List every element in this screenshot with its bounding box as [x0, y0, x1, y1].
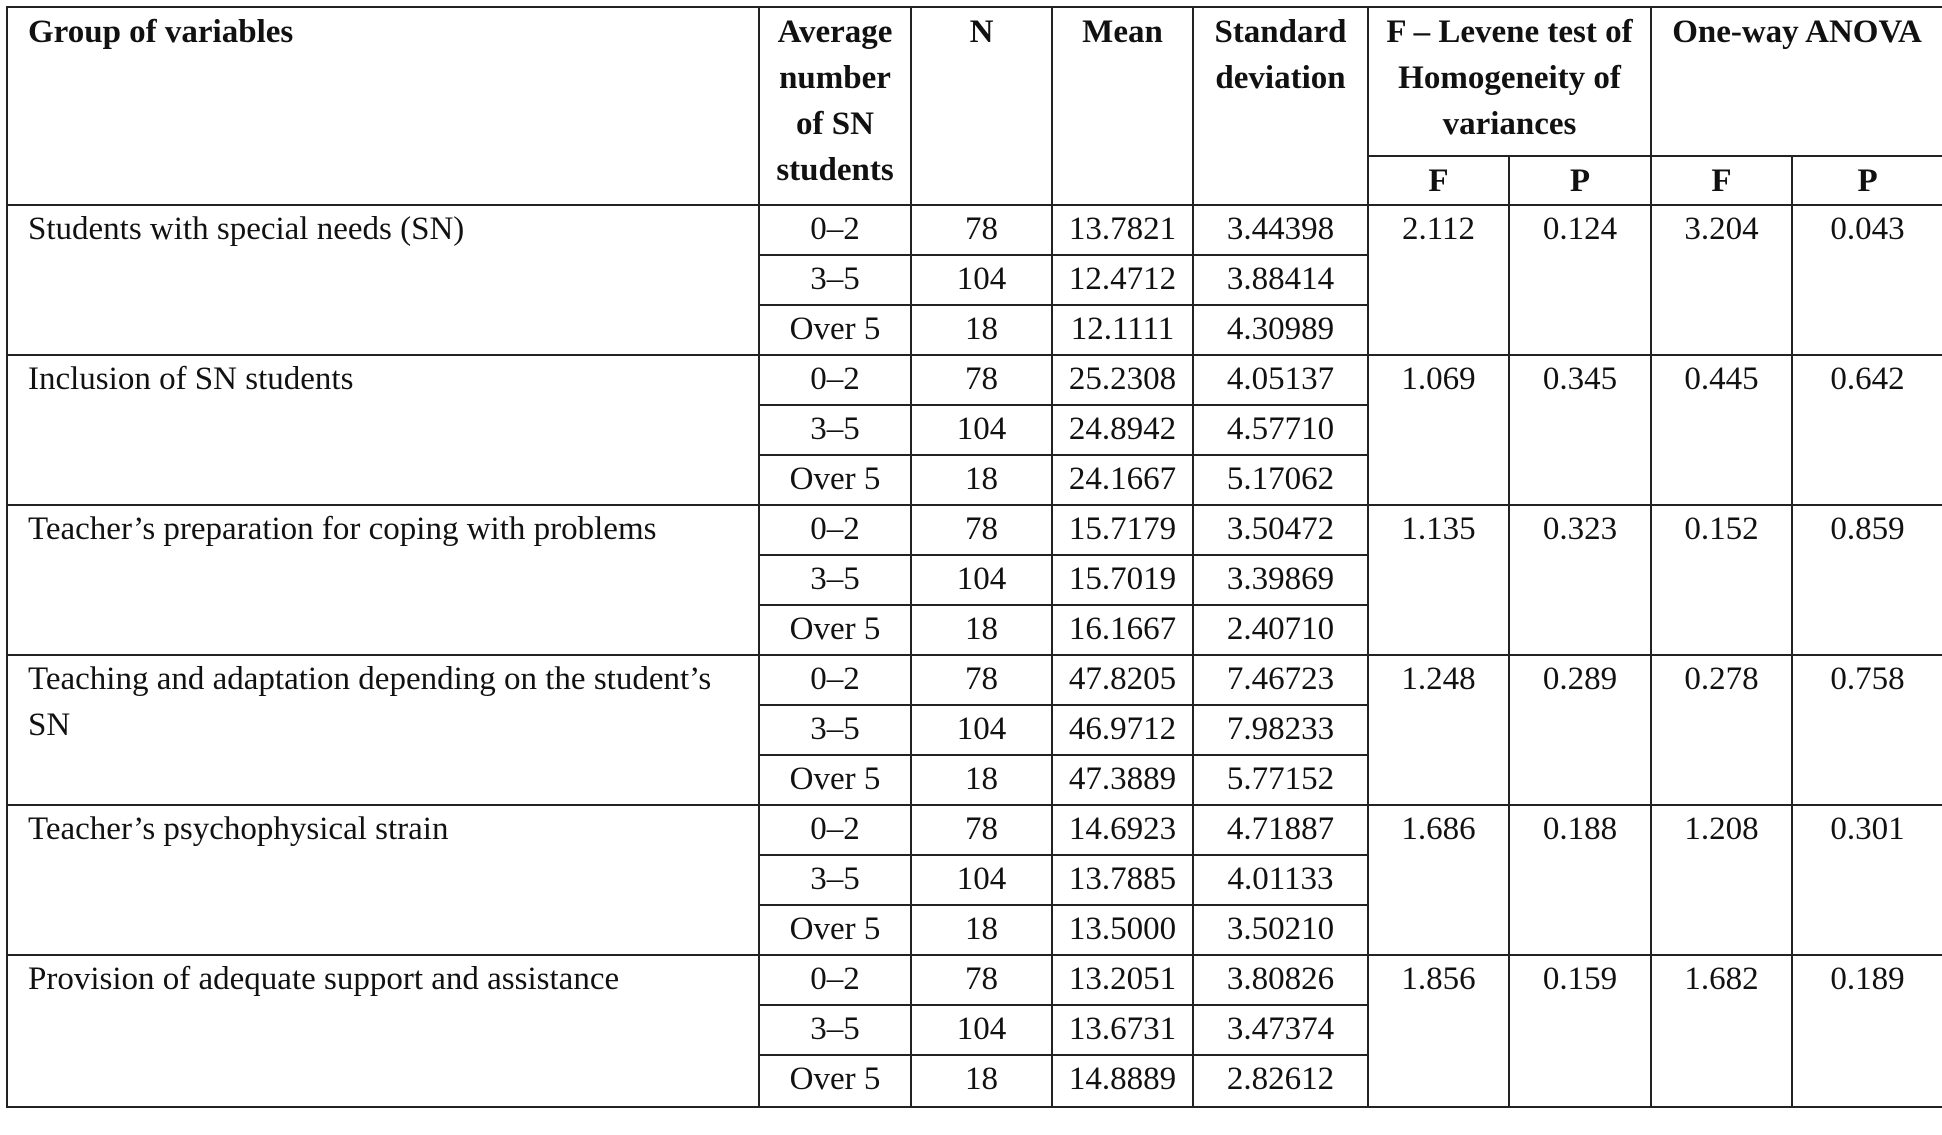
header-row-main — [7, 7, 1942, 156]
avg-number-cell: Over 5 — [759, 905, 911, 955]
levene-p-cell: 0.323 — [1509, 505, 1651, 655]
header-anova-p: P — [1792, 156, 1942, 205]
header-n: N — [911, 7, 1052, 205]
anova-f-cell: 3.204 — [1651, 205, 1792, 355]
sd-cell: 4.05137 — [1193, 355, 1368, 405]
levene-f-cell: 1.248 — [1368, 655, 1509, 805]
avg-number-cell: 3–5 — [759, 855, 911, 905]
mean-cell: 12.4712 — [1052, 255, 1193, 305]
sd-cell: 3.39869 — [1193, 555, 1368, 605]
levene-f-cell: 1.686 — [1368, 805, 1509, 955]
levene-f-cell: 2.112 — [1368, 205, 1509, 355]
group-name-cell: Teaching and adaptation depending on the student’s SN — [7, 655, 759, 805]
avg-number-cell: 0–2 — [759, 805, 911, 855]
table-row — [7, 955, 1942, 1005]
group-name-cell: Teacher’s psychophysical strain — [7, 805, 759, 955]
sd-cell: 4.57710 — [1193, 405, 1368, 455]
sd-cell: 3.44398 — [1193, 205, 1368, 255]
sd-cell: 3.88414 — [1193, 255, 1368, 305]
table-row — [7, 355, 1942, 405]
avg-number-cell: 0–2 — [759, 355, 911, 405]
mean-cell: 46.9712 — [1052, 705, 1193, 755]
n-cell: 78 — [911, 355, 1052, 405]
levene-p-cell: 0.159 — [1509, 955, 1651, 1107]
header-levene-f: F — [1368, 156, 1509, 205]
n-cell: 18 — [911, 455, 1052, 505]
mean-cell: 14.8889 — [1052, 1055, 1193, 1107]
mean-cell: 16.1667 — [1052, 605, 1193, 655]
group-name-cell: Inclusion of SN students — [7, 355, 759, 505]
avg-number-cell: 3–5 — [759, 1005, 911, 1055]
anova-p-cell: 0.189 — [1792, 955, 1942, 1107]
sd-cell: 4.71887 — [1193, 805, 1368, 855]
table-row — [7, 805, 1942, 855]
anova-p-cell: 0.301 — [1792, 805, 1942, 955]
mean-cell: 15.7179 — [1052, 505, 1193, 555]
header-standard-deviation: Standard deviation — [1193, 7, 1368, 205]
anova-results-table — [6, 6, 1942, 1108]
avg-number-cell: Over 5 — [759, 455, 911, 505]
levene-p-cell: 0.345 — [1509, 355, 1651, 505]
sd-cell: 7.46723 — [1193, 655, 1368, 705]
anova-f-cell: 1.682 — [1651, 955, 1792, 1107]
mean-cell: 25.2308 — [1052, 355, 1193, 405]
sd-cell: 2.40710 — [1193, 605, 1368, 655]
n-cell: 18 — [911, 755, 1052, 805]
avg-number-cell: 0–2 — [759, 205, 911, 255]
mean-cell: 15.7019 — [1052, 555, 1193, 605]
levene-f-cell: 1.069 — [1368, 355, 1509, 505]
table-row — [7, 505, 1942, 555]
n-cell: 104 — [911, 705, 1052, 755]
sd-cell: 2.82612 — [1193, 1055, 1368, 1107]
n-cell: 78 — [911, 805, 1052, 855]
n-cell: 104 — [911, 555, 1052, 605]
avg-number-cell: Over 5 — [759, 755, 911, 805]
header-mean: Mean — [1052, 7, 1193, 205]
avg-number-cell: 3–5 — [759, 405, 911, 455]
mean-cell: 13.7821 — [1052, 205, 1193, 255]
mean-cell: 13.7885 — [1052, 855, 1193, 905]
header-levene-test: F – Levene test of Homogeneity of variances — [1368, 7, 1651, 156]
header-levene-p: P — [1509, 156, 1651, 205]
sd-cell: 5.17062 — [1193, 455, 1368, 505]
sd-cell: 3.80826 — [1193, 955, 1368, 1005]
sd-cell: 3.50472 — [1193, 505, 1368, 555]
n-cell: 104 — [911, 405, 1052, 455]
header-anova-f: F — [1651, 156, 1792, 205]
avg-number-cell: Over 5 — [759, 605, 911, 655]
n-cell: 18 — [911, 905, 1052, 955]
mean-cell: 13.6731 — [1052, 1005, 1193, 1055]
group-name-cell: Provision of adequate support and assistance — [7, 955, 759, 1107]
n-cell: 18 — [911, 605, 1052, 655]
mean-cell: 13.5000 — [1052, 905, 1193, 955]
avg-number-cell: 0–2 — [759, 655, 911, 705]
mean-cell: 47.8205 — [1052, 655, 1193, 705]
anova-f-cell: 0.152 — [1651, 505, 1792, 655]
sd-cell: 7.98233 — [1193, 705, 1368, 755]
mean-cell: 14.6923 — [1052, 805, 1193, 855]
n-cell: 104 — [911, 255, 1052, 305]
mean-cell: 24.1667 — [1052, 455, 1193, 505]
n-cell: 18 — [911, 1055, 1052, 1107]
table-row — [7, 205, 1942, 255]
n-cell: 78 — [911, 505, 1052, 555]
levene-p-cell: 0.289 — [1509, 655, 1651, 805]
avg-number-cell: 3–5 — [759, 555, 911, 605]
n-cell: 78 — [911, 205, 1052, 255]
mean-cell: 47.3889 — [1052, 755, 1193, 805]
levene-f-cell: 1.856 — [1368, 955, 1509, 1107]
avg-number-cell: Over 5 — [759, 305, 911, 355]
sd-cell: 4.30989 — [1193, 305, 1368, 355]
n-cell: 78 — [911, 955, 1052, 1005]
group-name-cell: Teacher’s preparation for coping with problems — [7, 505, 759, 655]
anova-p-cell: 0.758 — [1792, 655, 1942, 805]
sd-cell: 3.50210 — [1193, 905, 1368, 955]
avg-number-cell: 3–5 — [759, 705, 911, 755]
anova-p-cell: 0.043 — [1792, 205, 1942, 355]
group-name-cell: Students with special needs (SN) — [7, 205, 759, 355]
anova-p-cell: 0.642 — [1792, 355, 1942, 505]
n-cell: 104 — [911, 855, 1052, 905]
avg-number-cell: 3–5 — [759, 255, 911, 305]
avg-number-cell: 0–2 — [759, 505, 911, 555]
anova-f-cell: 1.208 — [1651, 805, 1792, 955]
avg-number-cell: Over 5 — [759, 1055, 911, 1107]
levene-f-cell: 1.135 — [1368, 505, 1509, 655]
sd-cell: 3.47374 — [1193, 1005, 1368, 1055]
n-cell: 18 — [911, 305, 1052, 355]
levene-p-cell: 0.124 — [1509, 205, 1651, 355]
levene-p-cell: 0.188 — [1509, 805, 1651, 955]
anova-f-cell: 0.278 — [1651, 655, 1792, 805]
n-cell: 104 — [911, 1005, 1052, 1055]
sd-cell: 5.77152 — [1193, 755, 1368, 805]
anova-f-cell: 0.445 — [1651, 355, 1792, 505]
header-group-of-variables: Group of variables — [7, 7, 759, 205]
mean-cell: 12.1111 — [1052, 305, 1193, 355]
mean-cell: 24.8942 — [1052, 405, 1193, 455]
header-one-way-anova: One-way ANOVA — [1651, 7, 1942, 156]
sd-cell: 4.01133 — [1193, 855, 1368, 905]
avg-number-cell: 0–2 — [759, 955, 911, 1005]
header-average-number: Average number of SN students — [759, 7, 911, 205]
anova-p-cell: 0.859 — [1792, 505, 1942, 655]
table-row — [7, 655, 1942, 705]
table-body — [7, 205, 1942, 1107]
mean-cell: 13.2051 — [1052, 955, 1193, 1005]
n-cell: 78 — [911, 655, 1052, 705]
table-header — [7, 7, 1942, 205]
